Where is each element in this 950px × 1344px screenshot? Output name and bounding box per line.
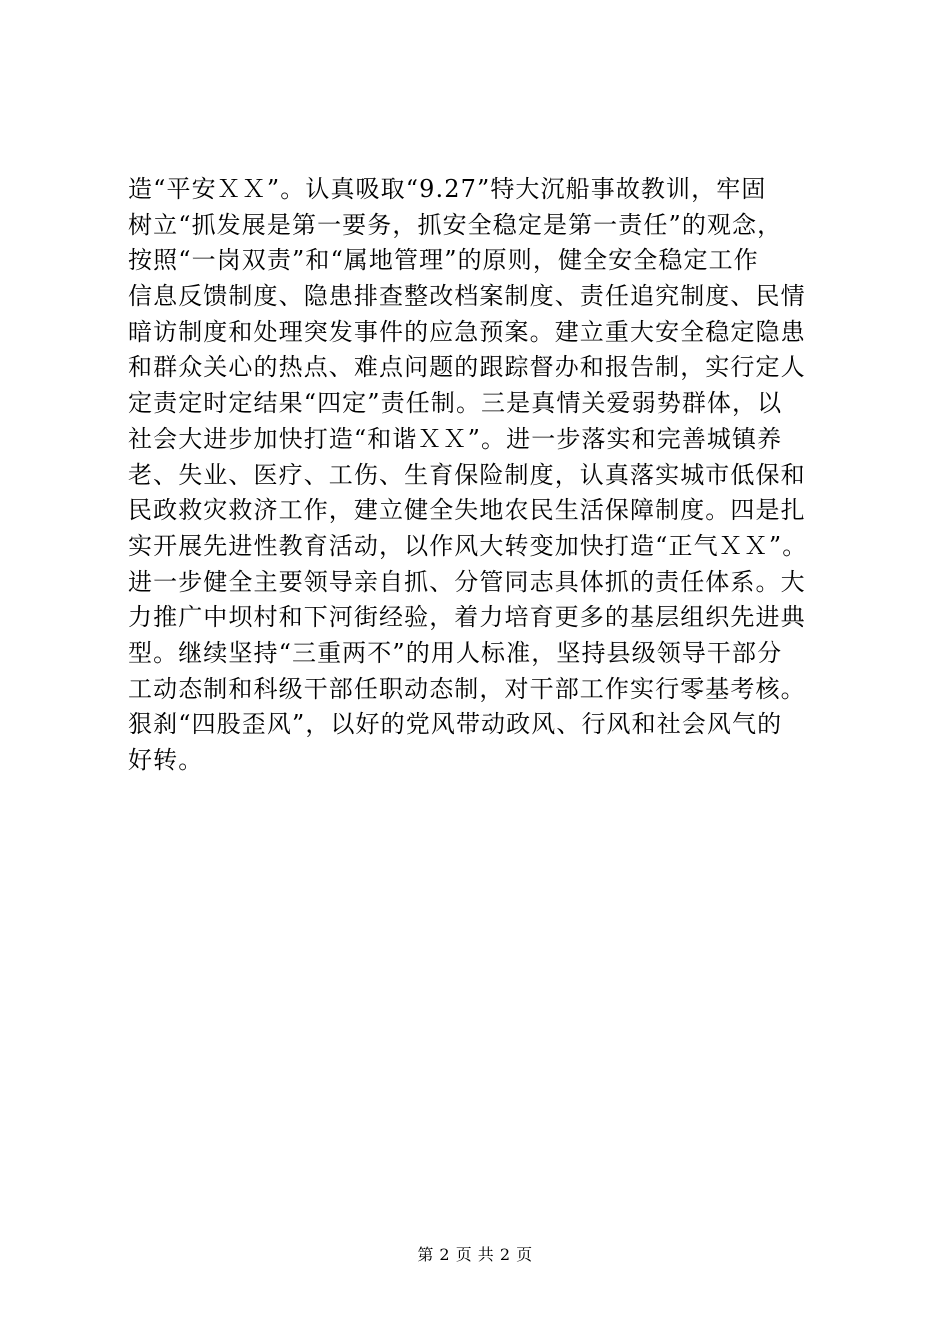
text-line: 暗访制度和处理突发事件的应急预案。建立重大安全稳定隐患 [128,317,806,346]
text-line: 社会大进步加快打造“和谐ＸＸ”。进一步落实和完善城镇养 [128,424,783,453]
text-line: 树立“抓发展是第一要务，抓安全稳定是第一责任”的观念， [128,210,783,239]
text-line: 力推广中坝村和下河街经验，着力培育更多的基层组织先进典 [128,603,806,632]
text-line: 和群众关心的热点、难点问题的跟踪督办和报告制，实行定人 [128,353,806,382]
text-line: 民政救灾救济工作，建立健全失地农民生活保障制度。四是扎 [128,496,806,525]
text-line: 造“平安ＸＸ”。认真吸取“9.27”特大沉船事故教训，牢固 [128,175,767,203]
text-line: 按照“一岗双责”和“属地管理”的原则，健全安全稳定工作 [128,246,759,275]
text-line: 定责定时定结果“四定”责任制。三是真情关爱弱势群体，以 [128,389,783,418]
text-line: 实开展先进性教育活动，以作风大转变加快打造“正气ＸＸ”。 [128,531,808,560]
body-paragraph [128,172,848,779]
page-number-label: 第 2 页 共 2 页 [417,1245,533,1264]
text-line: 好转。 [128,746,204,774]
text-line: 信息反馈制度、隐患排查整改档案制度、责任追究制度、民情 [128,282,806,311]
text-line: 老、失业、医疗、工伤、生育保险制度，认真落实城市低保和 [128,460,806,489]
text-line: 狠刹“四股歪风”，以好的党风带动政风、行风和社会风气的 [128,710,783,739]
text-line: 进一步健全主要领导亲自抓、分管同志具体抓的责任体系。大 [128,567,806,596]
page-footer [0,1243,950,1267]
text-line: 型。继续坚持“三重两不”的用人标准，坚持县级领导干部分 [128,638,783,667]
text-line: 工动态制和科级干部任职动态制，对干部工作实行零基考核。 [128,674,806,703]
